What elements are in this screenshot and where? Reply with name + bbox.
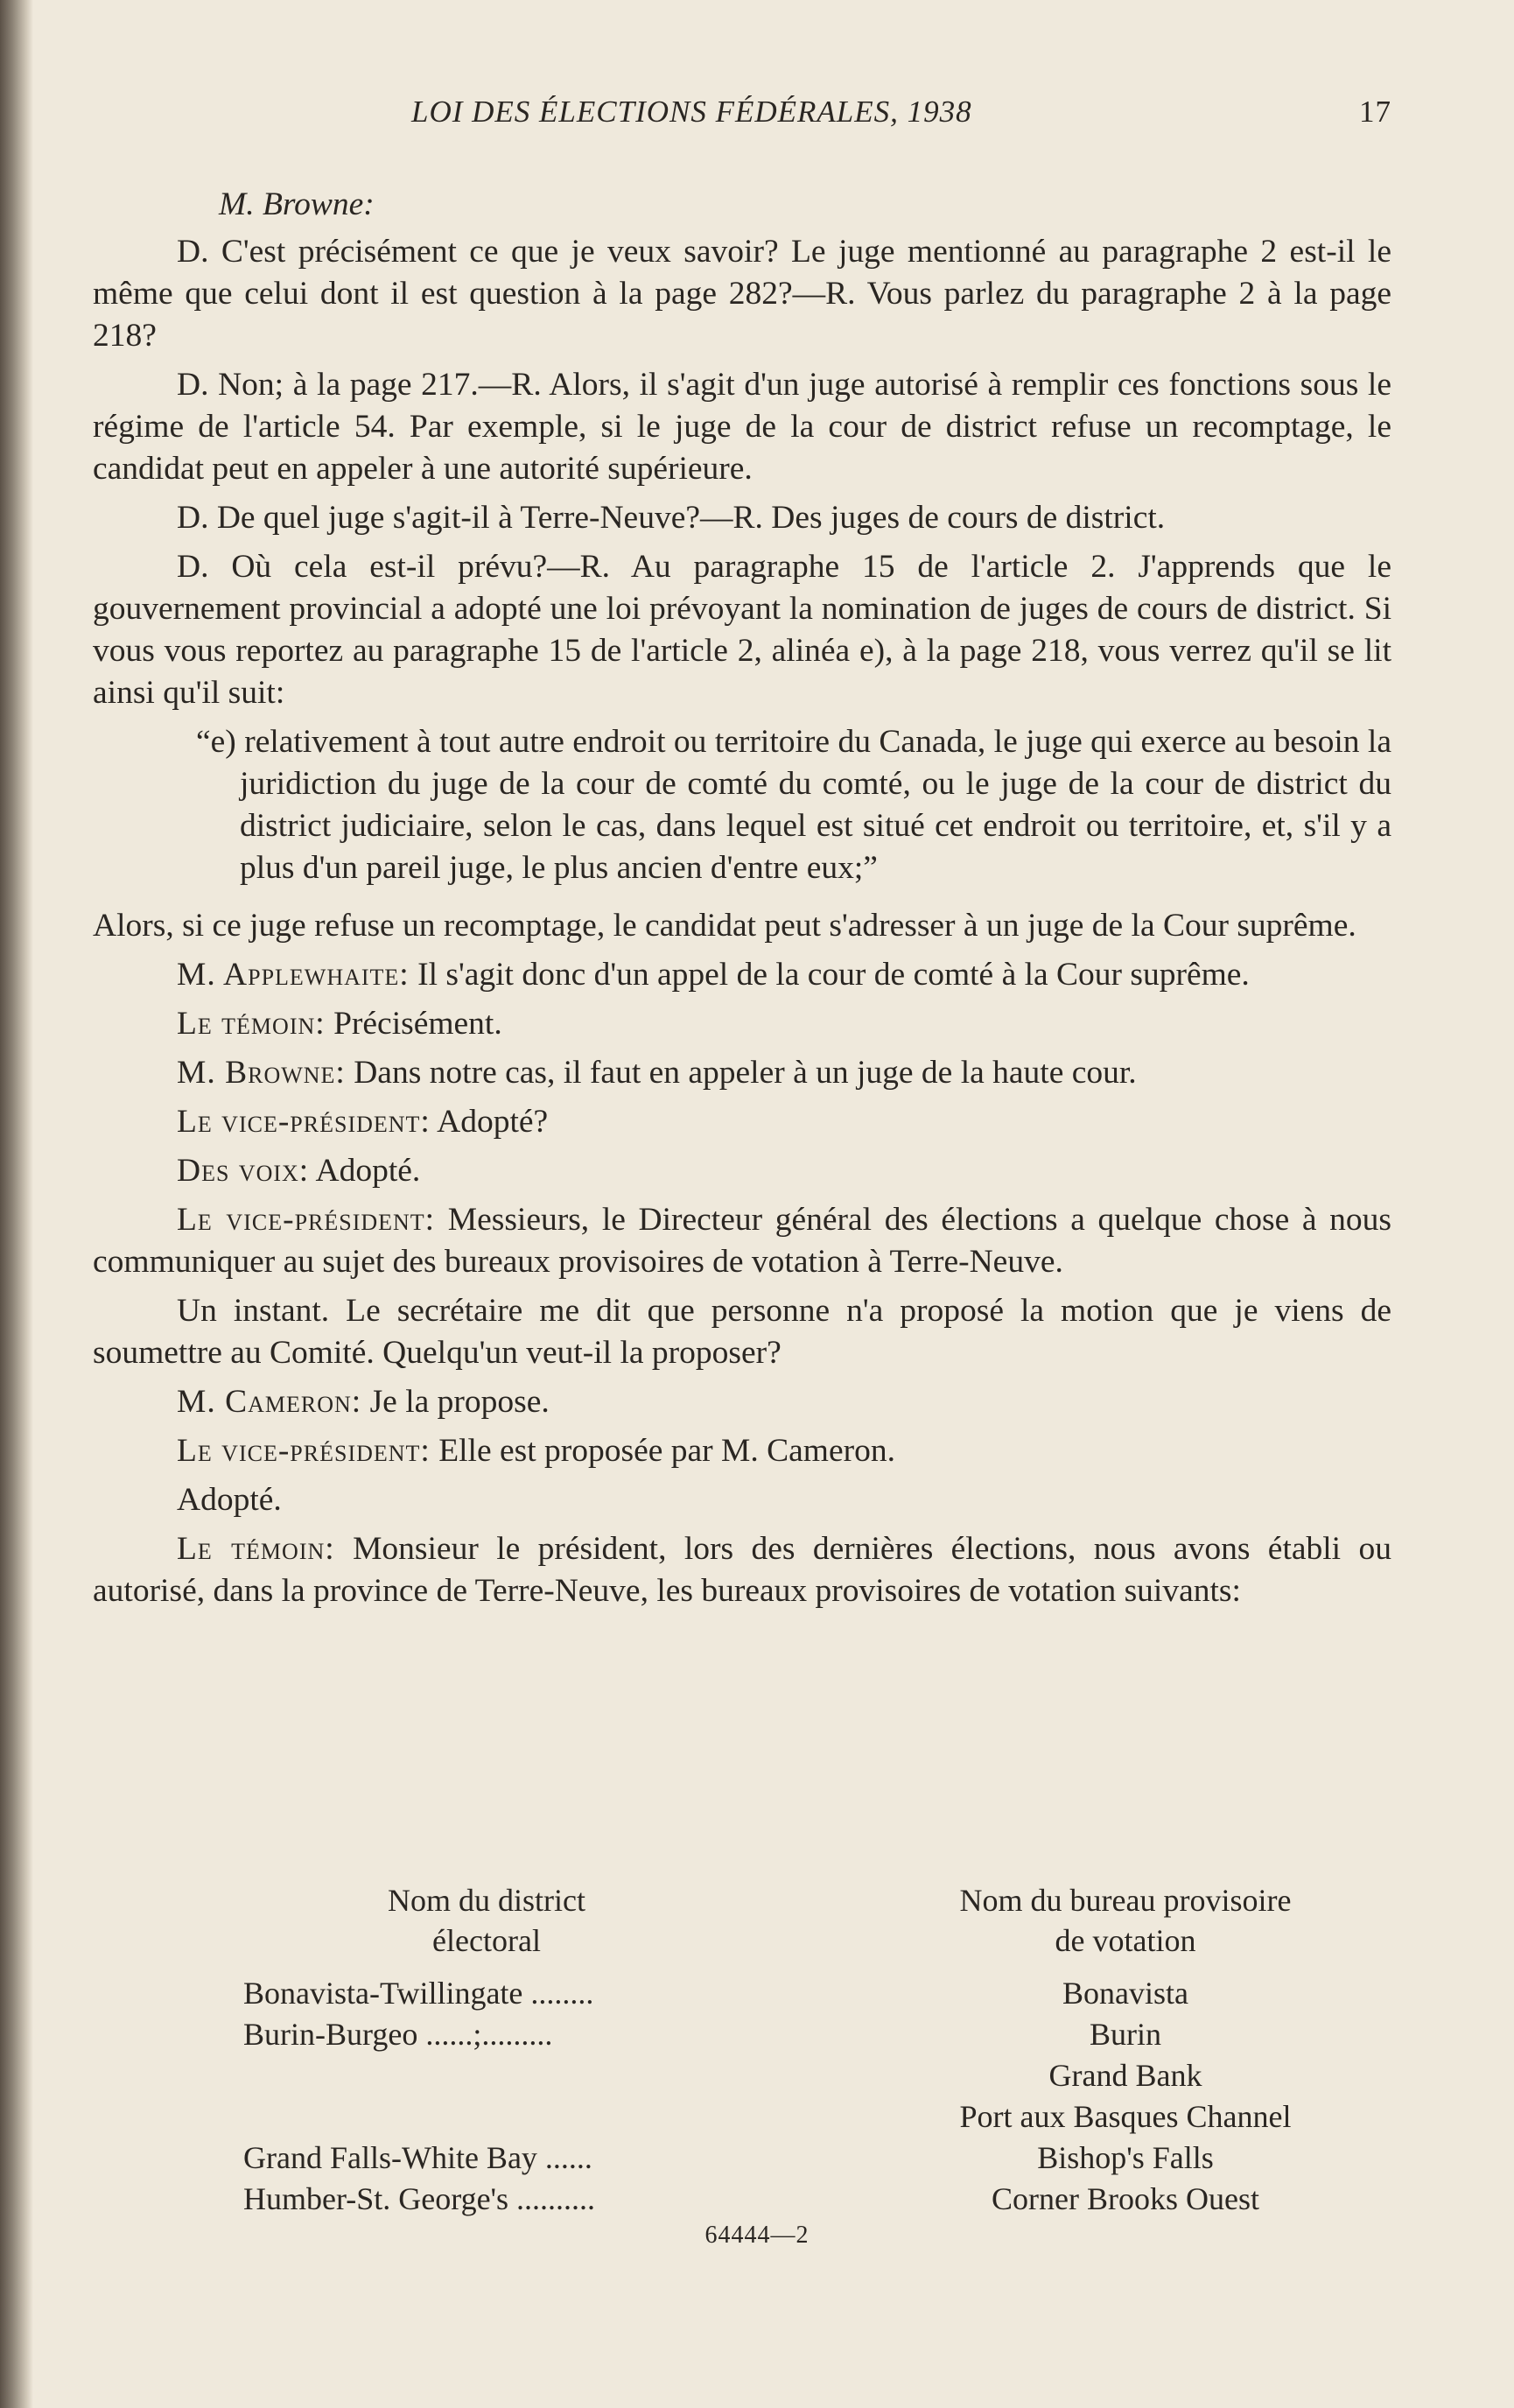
speaker-name: Le témoin: xyxy=(177,1531,335,1567)
paragraph: D. C'est précisément ce que je veux savoir? Le juge mentionné au paragraphe 2 est-il le même que celui dont il est question à la page 282?—R. Vous parlez du paragraphe 2 à la page 218? xyxy=(93,234,1391,354)
office-cell: Grand Bank xyxy=(1048,2058,1202,2093)
paragraph: D. De quel juge s'agit-il à Terre-Neuve?—R. Des juges de cours de district. xyxy=(177,500,1166,536)
quoted-statute: “e) relativement à tout autre endroit ou territoire du Canada, le juge qui exerce au besoin la juridiction du juge de la cour de comté du comté, ou le juge de la cour de district du district judiciaire, selon le cas, dans lequel est situé cet endroit ou territoire, et, s'il y a plus d'un pareil juge, le plus ancien d'entre eux;” xyxy=(196,724,1391,886)
table-row xyxy=(93,2055,1391,2096)
table-row xyxy=(93,2179,1391,2220)
speech: Monsieur le président, lors des dernières élections, nous avons établi ou autorisé, dans la province de Terre-Neuve, les bureaux provisoires de votation suivants: xyxy=(93,1531,1391,1609)
header-line: de votation xyxy=(1055,1923,1196,1958)
district-cell: Grand Falls-White Bay ...... xyxy=(243,2140,592,2175)
speaker-name: M. Cameron: xyxy=(177,1384,362,1420)
exchange xyxy=(93,1199,1391,1283)
speech: Dans notre cas, il faut en appeler à un juge de la haute cour. xyxy=(345,1055,1137,1091)
district-cell: Bonavista-Twillingate ........ xyxy=(243,1976,594,2011)
table-row xyxy=(93,2096,1391,2138)
exchange xyxy=(93,1381,1391,1423)
exchange xyxy=(93,1150,1391,1192)
speech: Elle est proposée par M. Cameron. xyxy=(430,1433,895,1469)
polling-offices-table xyxy=(93,1973,1391,2220)
speaker-name: Le vice-président: xyxy=(177,1104,431,1140)
exchange xyxy=(93,1430,1391,1472)
header-line: électoral xyxy=(432,1923,541,1958)
speech: Précisément. xyxy=(325,1006,502,1042)
speaker-name: Des voix: xyxy=(177,1153,310,1189)
paragraph: D. Où cela est-il prévu?—R. Au paragraphe 15 de l'article 2. J'apprends que le gouvernement provincial a adopté une loi prévoyant la nomination de juges de cours de district. Si vous vous reportez au paragraphe 15 de l'article 2, alinéa e), à la page 218, vous verrez qu'il se lit ainsi qu'il suit: xyxy=(93,549,1391,711)
header-line: Nom du district xyxy=(388,1883,585,1918)
speech: Je la propose. xyxy=(361,1384,550,1420)
speech: Messieurs, le Directeur général des élections a quelque chose à nous communiquer au sujet des bureaux provisoires de votation à Terre-Neuve. xyxy=(93,1202,1391,1280)
exchange xyxy=(93,1101,1391,1143)
exchange xyxy=(93,954,1391,996)
speaker-name: M. Applewhaite: xyxy=(177,957,410,993)
exchange xyxy=(93,1528,1391,1612)
office-cell: Burin xyxy=(1089,2017,1161,2052)
office-cell: Bishop's Falls xyxy=(1037,2140,1214,2175)
district-cell: Humber-St. George's .......... xyxy=(243,2181,596,2216)
document-body xyxy=(93,184,1391,1619)
speech: Adopté? xyxy=(430,1104,549,1140)
paragraph: Un instant. Le secrétaire me dit que personne n'a proposé la motion que je viens de soumettre au Comité. Quelqu'un veut-il la proposer? xyxy=(93,1293,1391,1371)
printer-signature: 64444—2 xyxy=(704,2222,810,2249)
header-line: Nom du bureau provisoire xyxy=(959,1883,1292,1918)
page-number: 17 xyxy=(1359,95,1391,129)
table-row xyxy=(93,2138,1391,2179)
exchange xyxy=(93,1003,1391,1045)
office-cell: Corner Brooks Ouest xyxy=(992,2181,1259,2216)
speaker-name: Le vice-président: xyxy=(177,1433,431,1469)
speech: Adopté. xyxy=(309,1153,421,1189)
adopted-line: Adopté. xyxy=(177,1482,282,1518)
speaker-name: Le témoin: xyxy=(177,1006,326,1042)
table-row xyxy=(93,2014,1391,2055)
header-title: LOI DES ÉLECTIONS FÉDÉRALES, 1938 xyxy=(411,95,972,129)
office-cell: Port aux Basques Channel xyxy=(959,2099,1292,2134)
table-row xyxy=(93,1973,1391,2014)
paragraph: D. Non; à la page 217.—R. Alors, il s'agit d'un juge autorisé à remplir ces fonctions sous le régime de l'article 54. Par exemple, si le juge de la cour de district refuse un recomptage, le candidat peut en appeler à une autorité supérieure. xyxy=(93,367,1391,487)
speaker-name: Le vice-président: xyxy=(177,1202,436,1238)
speech: Il s'agit donc d'un appel de la cour de comté à la Cour suprême. xyxy=(409,957,1250,993)
speaker-name: M. Browne: xyxy=(177,1055,346,1091)
paragraph: Alors, si ce juge refuse un recomptage, le candidat peut s'adresser à un juge de la Cour suprême. xyxy=(93,908,1356,944)
office-cell: Bonavista xyxy=(1062,1976,1188,2011)
district-cell: Burin-Burgeo ......;......... xyxy=(243,2017,553,2052)
column-header-district xyxy=(285,1880,688,1961)
opening-speaker: M. Browne: xyxy=(219,186,375,222)
column-header-office xyxy=(863,1880,1388,1961)
exchange xyxy=(93,1052,1391,1094)
